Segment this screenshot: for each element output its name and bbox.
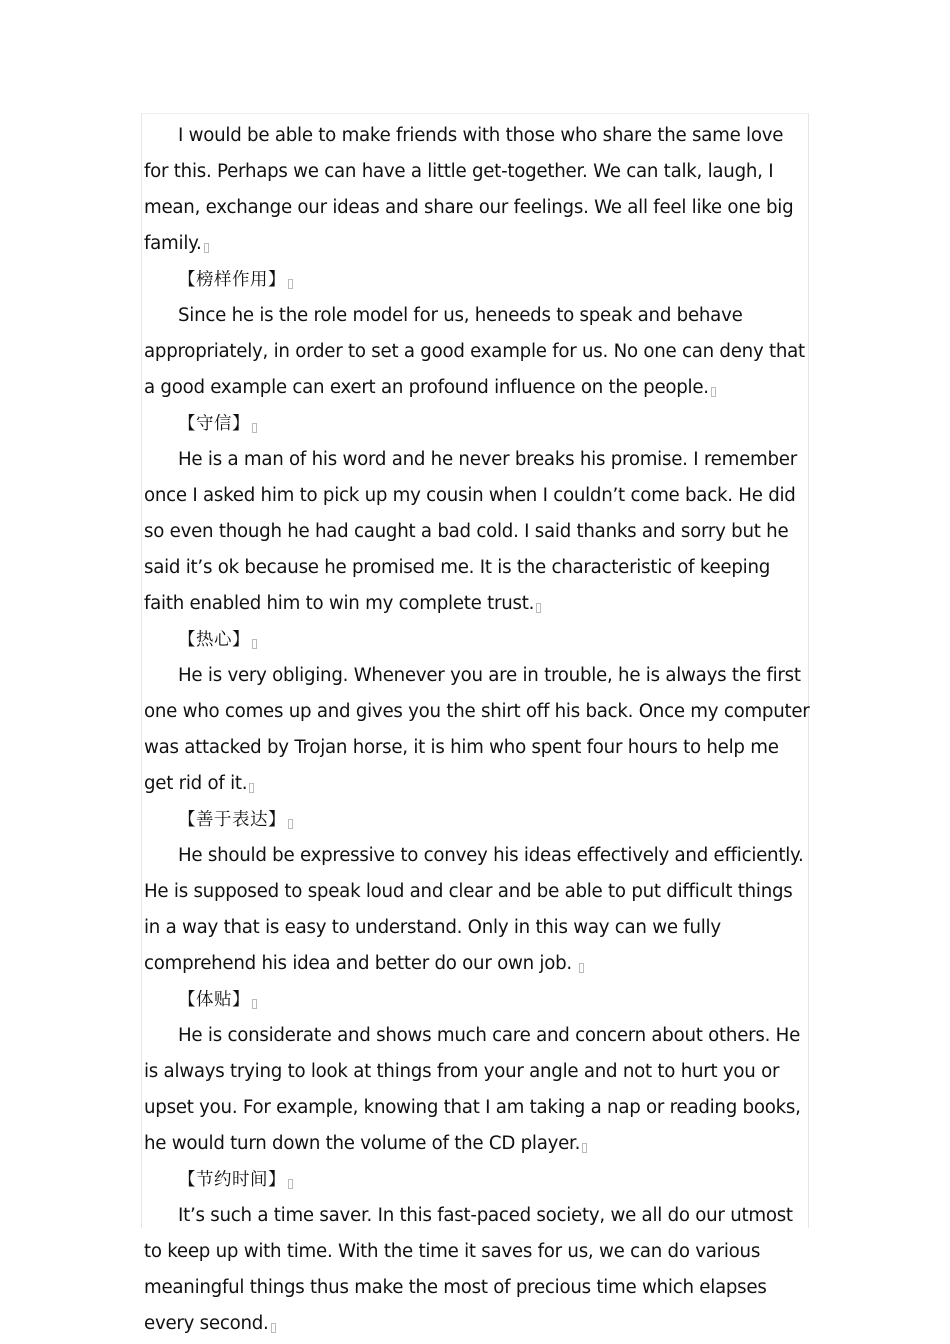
document-body [144,118,810,1342]
heading-expressive: 【善于表达】 [144,802,810,838]
paragraph-role-model: Since he is the role model for us, heneeds to speak and behave appropriately, in order to set a good example for us. No one can deny that a good example can exert an profound influence on the people. [144,305,805,398]
paragraph-make-friends: I would be able to make friends with those who share the same love for this. Perhaps we can have a little get-together. We can talk, laugh, I mean, exchange our ideas and share our feelings. We all feel like one big family. [144,125,794,254]
paragraph-mark-icon [579,963,584,973]
paragraph-mark-icon [271,1323,276,1333]
paragraph-mark-icon [204,243,209,253]
paragraph-mark-icon [252,639,257,649]
paragraph-mark-icon [252,999,257,1009]
heading-role-model: 【榜样作用】 [144,262,810,298]
paragraph-mark-icon [711,387,716,397]
paragraph-save-time: It’s such a time saver. In this fast-paced society, we all do our utmost to keep up with time. With the time it saves for us, we can do various meaningful things thus make the most of precious time which elapses every second. [144,1205,793,1334]
paragraph-keep-promise: He is a man of his word and he never breaks his promise. I remember once I asked him to pick up my cousin when I couldn’t come back. He did so even though he had caught a bad cold. I said thanks and sorry but he said it’s ok because he promised me. It is the characteristic of keeping faith enabled him to win my complete trust. [144,449,797,614]
paragraph-mark-icon [582,1143,587,1153]
paragraph-considerate: He is considerate and shows much care and concern about others. He is always trying to look at things from your angle and not to hurt you or upset you. For example, knowing that I am taking a nap or reading books, he would turn down the volume of the CD player. [144,1025,801,1154]
paragraph-mark-icon [252,423,257,433]
heading-considerate: 【体贴】 [144,982,810,1018]
heading-save-time: 【节约时间】 [144,1162,810,1198]
paragraph-expressive: He should be expressive to convey his ideas effectively and efficiently. He is supposed to speak loud and clear and be able to put difficult things in a way that is easy to understand. Only in this way can we fully comprehend his idea and better do our own job. [144,845,804,974]
paragraph-warm-hearted: He is very obliging. Whenever you are in trouble, he is always the first one who comes up and gives you the shirt off his back. Once my computer was attacked by Trojan horse, it is him who spent four hours to help me get rid of it. [144,665,810,794]
paragraph-mark-icon [288,819,293,829]
paragraph-mark-icon [288,1179,293,1189]
paragraph-mark-icon [536,603,541,613]
paragraph-mark-icon [288,279,293,289]
heading-warm-hearted: 【热心】 [144,622,810,658]
heading-keep-promise: 【守信】 [144,406,810,442]
paragraph-mark-icon [249,783,254,793]
